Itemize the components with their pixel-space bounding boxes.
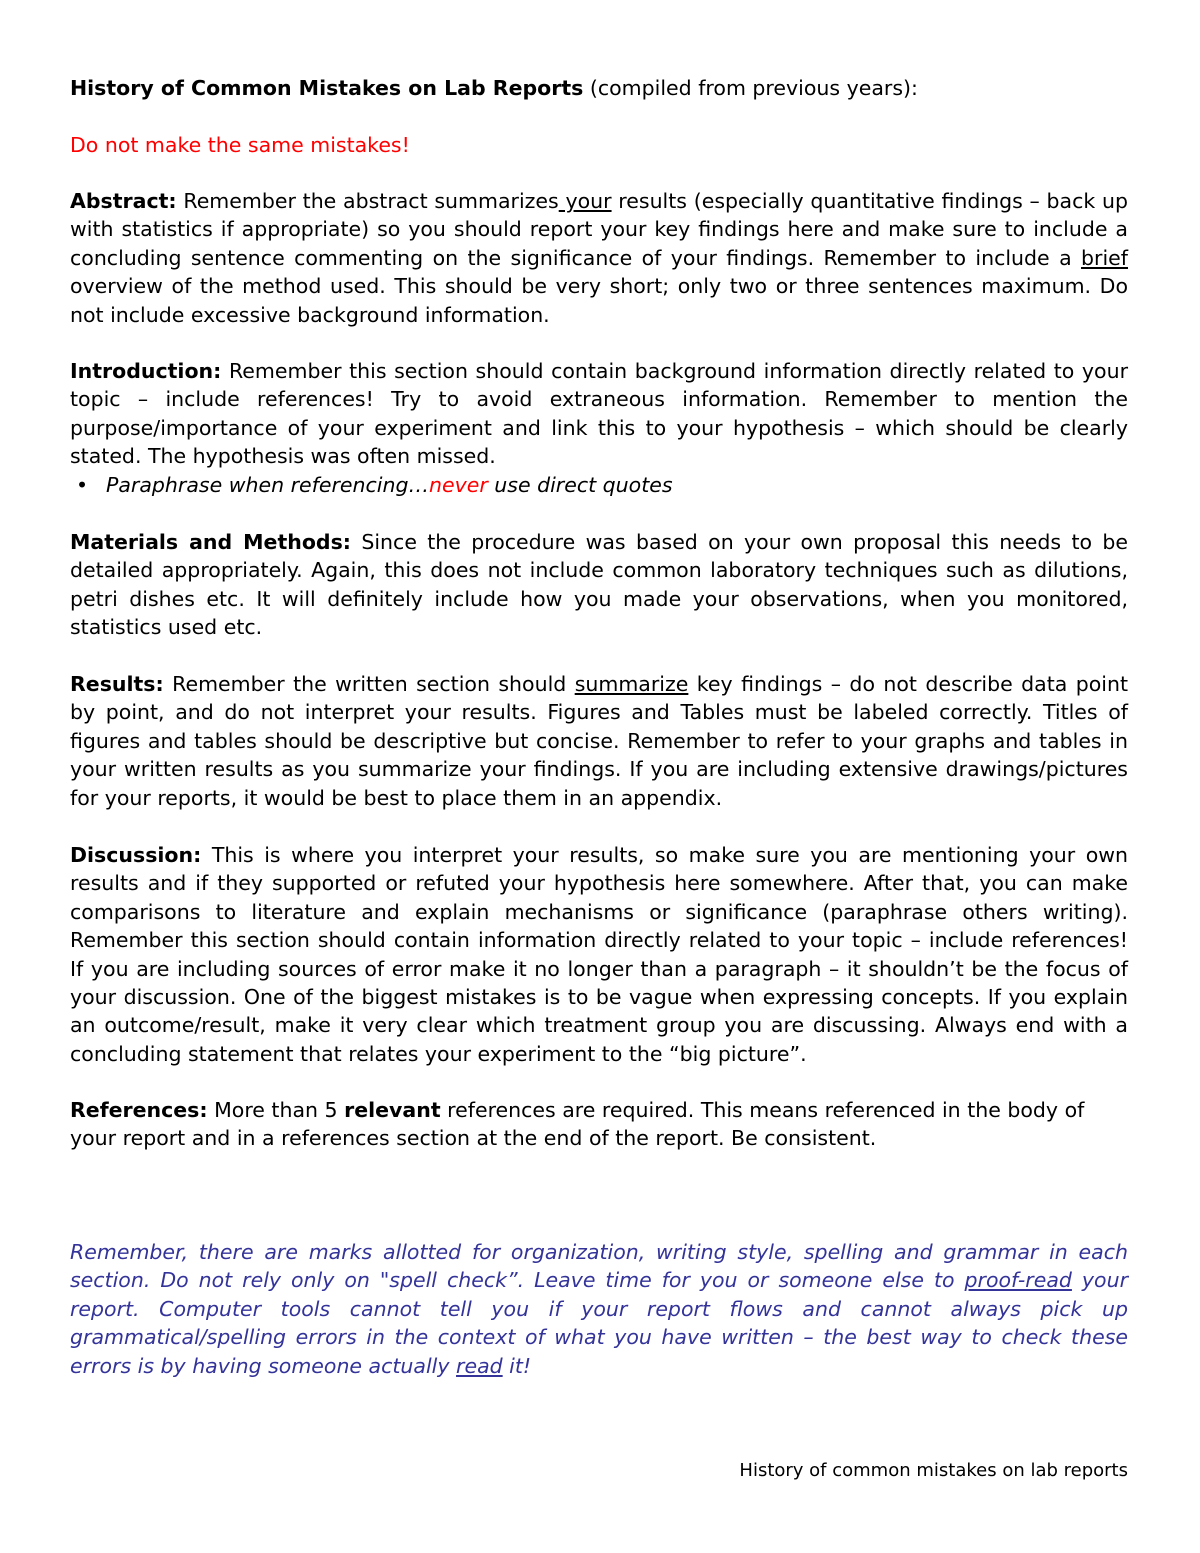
reminder-text-2: your report. Computer tools cannot tell you if your report flows and cannot always pick up grammatical/spelling errors in the context of what you have written – the best way to check these errors is by having someone actually [70,1268,1128,1378]
discussion-paragraph [70,841,1128,1068]
bullet-text-1: Paraphrase when referencing… [106,473,429,497]
abstract-text-1: Remember the abstract summarizes [176,189,559,213]
abstract-underline-brief: brief [1081,245,1128,270]
introduction-heading: Introduction: [70,359,222,383]
results-text-1: Remember the written section should [163,672,575,696]
discussion-heading: Discussion: [70,843,202,867]
page-footer: History of common mistakes on lab reports [739,1460,1128,1481]
reminder-underline-proof-read: proof-read [964,1268,1072,1293]
references-text-2: references are required. This means referenced in the body of your report and in a references section at the end of the report. Be consistent. [70,1098,1085,1151]
abstract-underline-your: your [558,189,612,213]
introduction-text: Remember this section should contain background information directly related to your topic – include references! Try to avoid extraneous information. Remember to mention the purpose/importance of your experiment and link this to your hypothesis – which should be clearly stated. The hypothesis was often missed. [70,359,1128,469]
methods-text: Since the procedure was based on your own proposal this needs to be detailed appropriately. Again, this does not include common laboratory techniques such as dilutions, petri dishes etc. It will definitely include how you made your observations, when you monitored, statistics used etc. [70,530,1128,640]
results-text-2: key findings – do not describe data point by point, and do not interpret your results. Figures and Tables must be labeled correctly. Titles of figures and tables should be descriptive but concise. Remember to refer to your graphs and tables in your written results as you summarize your findings. If you are including extensive drawings/pictures for your reports, it would be best to place them in an appendix. [70,672,1128,810]
bullet-text-never: never [428,473,488,497]
introduction-paragraph [70,357,1128,471]
results-paragraph [70,670,1128,812]
title-rest: (compiled from previous years): [583,76,918,100]
bullet-text-2: use direct quotes [487,473,673,497]
bullet-icon: • [76,473,89,497]
reminder-paragraph [70,1238,1128,1380]
references-bold-relevant: relevant [344,1098,441,1122]
references-heading: References: [70,1098,208,1122]
reminder-text-1: Remember, there are marks allotted for organization, writing style, spelling and grammar in each section. Do not rely only on "spell check”. Leave time for you or someone else to [70,1240,1128,1293]
abstract-paragraph [70,187,1128,329]
abstract-text-3: overview of the method used. This should be very short; only two or three sentences maximum. Do not include excessive background information. [70,274,1128,327]
discussion-text: This is where you interpret your results, so make sure you are mentioning your own results and if they supported or refuted your hypothesis here somewhere. After that, you can make comparisons to literature and explain mechanisms or significance (paraphrase others writing). Remember this section should contain information directly related to your topic – include references! If you are including sources of error make it no longer than a paragraph – it shouldn’t be the focus of your discussion. One of the biggest mistakes is to be vague when expressing concepts. If you explain an outcome/result, make it very clear which treatment group you are discussing. Always end with a concluding statement that relates your experiment to the “big picture”. [70,843,1128,1066]
reminder-underline-read: read [456,1353,503,1378]
references-text-1: More than 5 [207,1098,345,1122]
methods-heading: Materials and Methods: [70,530,352,554]
warning-line: Do not make the same mistakes! [70,133,410,157]
abstract-heading: Abstract: [70,189,177,213]
abstract-text-2: results (especially quantitative findings – back up with statistics if appropriate) so you should report your key findings here and make sure to include a concluding sentence commenting on the significance of your findings. Remember to include a [70,189,1128,270]
introduction-bullet [76,471,1126,499]
reminder-text-3: it! [502,1353,532,1378]
methods-paragraph [70,528,1128,642]
references-paragraph [70,1096,1128,1153]
title-bold: History of Common Mistakes on Lab Reports [70,76,584,100]
document-title [70,74,1128,102]
results-underline-summarize: summarize [574,672,689,696]
results-heading: Results: [70,672,164,696]
